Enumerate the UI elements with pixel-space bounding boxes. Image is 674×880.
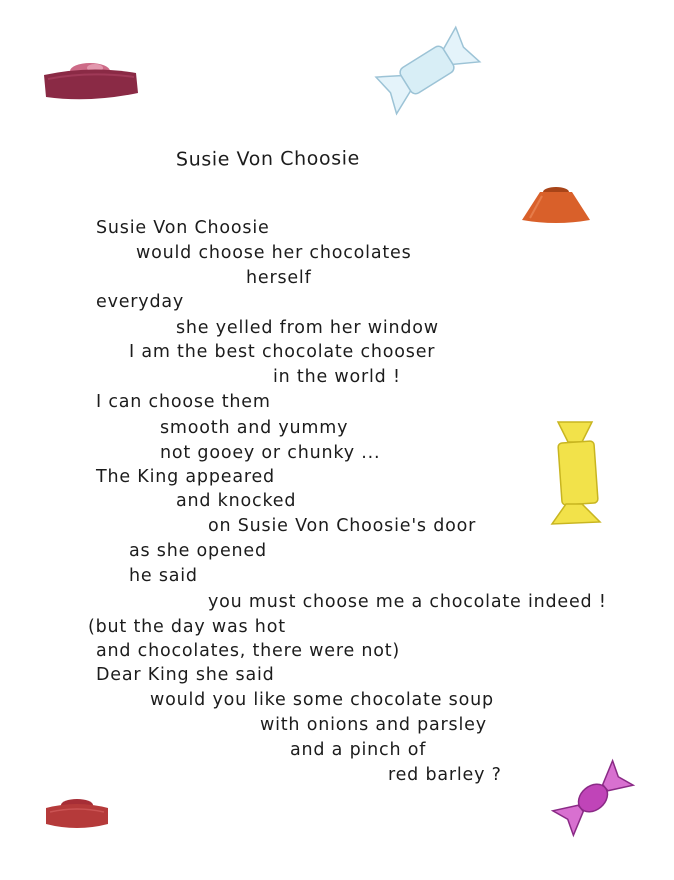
poem-title: Susie Von Choosie: [175, 147, 360, 171]
blue-wrapped-candy-icon: [370, 15, 485, 125]
poem-line: would you like some chocolate soup: [150, 690, 494, 710]
poem-line: as she opened: [129, 541, 267, 561]
poem-line: he said: [129, 566, 198, 586]
poem-line: The King appeared: [96, 467, 275, 487]
poem-line: with onions and parsley: [260, 715, 487, 735]
yellow-wrapped-candy-icon: [540, 418, 610, 528]
poem-line: she yelled from her window: [176, 318, 439, 338]
poem-line: I am the best chocolate chooser: [129, 342, 436, 362]
poem-line: herself: [246, 268, 312, 288]
poem-line: and knocked: [176, 491, 297, 511]
poem-line: and a pinch of: [290, 740, 427, 760]
red-bonbon-icon: [42, 796, 112, 832]
poem-line: and chocolates, there were not): [96, 641, 401, 661]
poem-line: not gooey or chunky ...: [160, 443, 381, 463]
magenta-wrapped-candy-icon: [548, 748, 638, 848]
poem-line: red barley ?: [388, 765, 502, 785]
poem-line: you must choose me a chocolate indeed !: [208, 592, 607, 612]
poem-line: Dear King she said: [96, 665, 275, 685]
poem-line: would choose her chocolates: [136, 243, 412, 263]
maroon-bonbon-icon: [40, 55, 140, 105]
poem-line: everyday: [96, 292, 185, 312]
poem-line: I can choose them: [96, 392, 271, 412]
poem-line: on Susie Von Choosie's door: [208, 516, 477, 536]
poem-line: smooth and yummy: [160, 418, 349, 438]
poem-line: Susie Von Choosie: [96, 218, 270, 238]
orange-jelly-candy-icon: [520, 184, 592, 226]
poem-line: (but the day was hot: [88, 617, 286, 637]
poem-line: in the world !: [273, 367, 401, 387]
